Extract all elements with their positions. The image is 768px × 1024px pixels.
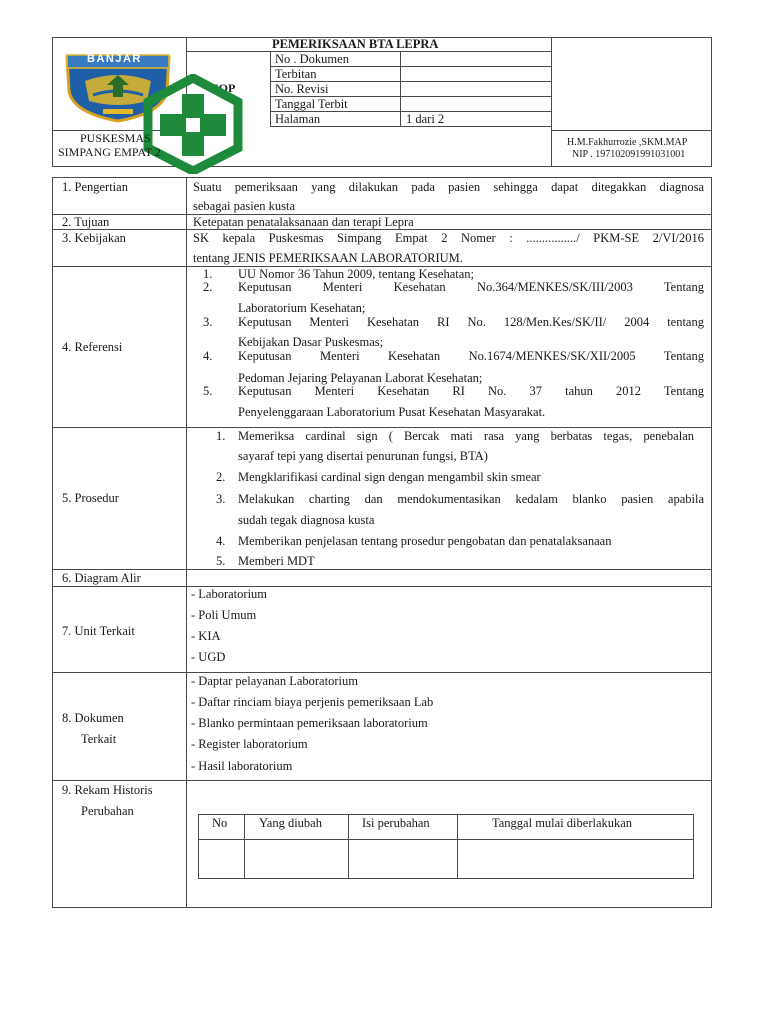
puskesmas-cross-icon [138, 74, 248, 174]
reference-number: 2. [203, 280, 213, 294]
meta-value-page: 1 dari 2 [406, 112, 445, 126]
reference-item-cont: Kebijakan Dasar Puskesmas; [238, 335, 384, 349]
related-unit-item: - Poli Umum [191, 608, 257, 622]
reference-number: 1. [203, 267, 213, 281]
related-doc-item: - Daftar rinciam biaya perjenis pemeriksaan Lab [191, 695, 434, 709]
purpose-text: Ketepatan penatalaksanaan dan terapi Lepra [193, 215, 414, 229]
procedure-number: 2. [216, 470, 226, 484]
procedure-step-cont: sudah tegak diagnosa kusta [238, 513, 375, 527]
related-unit-item: - Laboratorium [191, 587, 268, 601]
org-name-line1: PUSKESMAS [80, 131, 151, 145]
section-label-related-units: 7. Unit Terkait [62, 624, 135, 638]
reference-item-cont: Laboratorium Kesehatan; [238, 301, 366, 315]
section-label-related-docs: 8. Dokumen [62, 711, 124, 725]
reference-item-cont: Pedoman Jejaring Pelayanan Laborat Kesehatan; [238, 371, 483, 385]
policy-text-line2: tentang JENIS PEMERIKSAAN LABORATORIUM. [193, 251, 463, 265]
reference-item: Keputusan Menteri Kesehatan RI No. 128/Men.Kes/SK/II/ 2004 tentang [238, 315, 704, 329]
definition-text-line1: Suatu pemeriksaan yang dilakukan pada pasien sehingga dapat ditegakkan diagnosa [193, 180, 704, 194]
meta-label-date: Tanggal Terbit [275, 97, 348, 111]
section-label-purpose: 2. Tujuan [62, 215, 110, 229]
history-header-effective-date: Tanggal mulai diberlakukan [492, 816, 633, 830]
history-header-no: No [212, 816, 228, 830]
reference-item: Keputusan Menteri Kesehatan No.1674/MENKES/SK/XII/2005 Tentang [238, 349, 704, 363]
related-doc-item: - Daptar pelayanan Laboratorium [191, 674, 358, 688]
related-doc-item: - Hasil laboratorium [191, 759, 293, 773]
related-unit-item: - UGD [191, 650, 226, 664]
head-nip: NIP . 197102091991031001 [572, 149, 686, 160]
section-label-policy: 3. Kebijakan [62, 231, 126, 245]
meta-label-revision: No. Revisi [275, 82, 329, 96]
reference-item: Keputusan Menteri Kesehatan No.364/MENKES/SK/III/2003 Tentang [238, 280, 704, 294]
logo-banner-text: BANJAR [87, 53, 142, 65]
head-name: H.M.Fakhurrozie ,SKM.MAP [567, 137, 688, 148]
policy-text-line1: SK kepala Puskesmas Simpang Empat 2 Nomer : ................/ PKM-SE 2/VI/2016 [193, 231, 704, 245]
reference-number: 4. [203, 349, 213, 363]
procedure-step: Mengklarifikasi cardinal sign dengan mengambil skin smear [238, 470, 541, 484]
procedure-step: Melakukan charting dan mendokumentasikan kedalam blanko pasien apabila [238, 492, 704, 506]
procedure-number: 5. [216, 554, 226, 568]
section-label-related-docs-cont: Terkait [81, 732, 117, 746]
document-title: PEMERIKSAAN BTA LEPRA [272, 37, 439, 51]
section-label-change-history: 9. Rekam Historis [62, 783, 153, 797]
related-doc-item: - Blanko permintaan pemeriksaan laboratorium [191, 716, 428, 730]
reference-number: 3. [203, 315, 213, 329]
org-name-line2: SIMPANG EMPAT 2 [58, 145, 161, 159]
meta-label-doc-number: No . Dokumen [275, 52, 349, 66]
history-header-changed: Yang diubah [259, 816, 322, 830]
reference-item: Keputusan Menteri Kesehatan RI No. 37 tahun 2012 Tentang [238, 384, 704, 398]
procedure-number: 1. [216, 429, 226, 443]
section-label-flowchart: 6. Diagram Alir [62, 571, 141, 585]
related-unit-item: - KIA [191, 629, 221, 643]
procedure-step: Memberikan penjelasan tentang prosedur pengobatan dan penatalaksanaan [238, 534, 612, 548]
history-header-content: Isi perubahan [362, 816, 430, 830]
section-label-definition: 1. Pengertian [62, 180, 128, 194]
procedure-number: 3. [216, 492, 226, 506]
related-doc-item: - Register laboratorium [191, 737, 308, 751]
procedure-number: 4. [216, 534, 226, 548]
meta-label-edition: Terbitan [275, 67, 317, 81]
definition-text-line2: sebagai pasien kusta [193, 199, 296, 213]
sop-label: SOP [212, 81, 236, 95]
reference-number: 5. [203, 384, 213, 398]
section-label-change-history-cont: Perubahan [81, 804, 134, 818]
procedure-step-cont: sayaraf tepi yang disertai penurunan fungsi, BTA) [238, 449, 488, 463]
procedure-step: Memeriksa cardinal sign ( Bercak mati rasa yang berbatas tegas, penebalan [238, 429, 694, 443]
section-label-reference: 4. Referensi [62, 340, 123, 354]
meta-label-page: Halaman [275, 112, 321, 126]
reference-item: UU Nomor 36 Tahun 2009, tentang Kesehatan; [238, 267, 474, 281]
section-label-procedure: 5. Prosedur [62, 491, 119, 505]
reference-item-cont: Penyelenggaraan Laboratorium Pusat Kesehatan Masyarakat. [238, 405, 546, 419]
procedure-step: Memberi MDT [238, 554, 315, 568]
